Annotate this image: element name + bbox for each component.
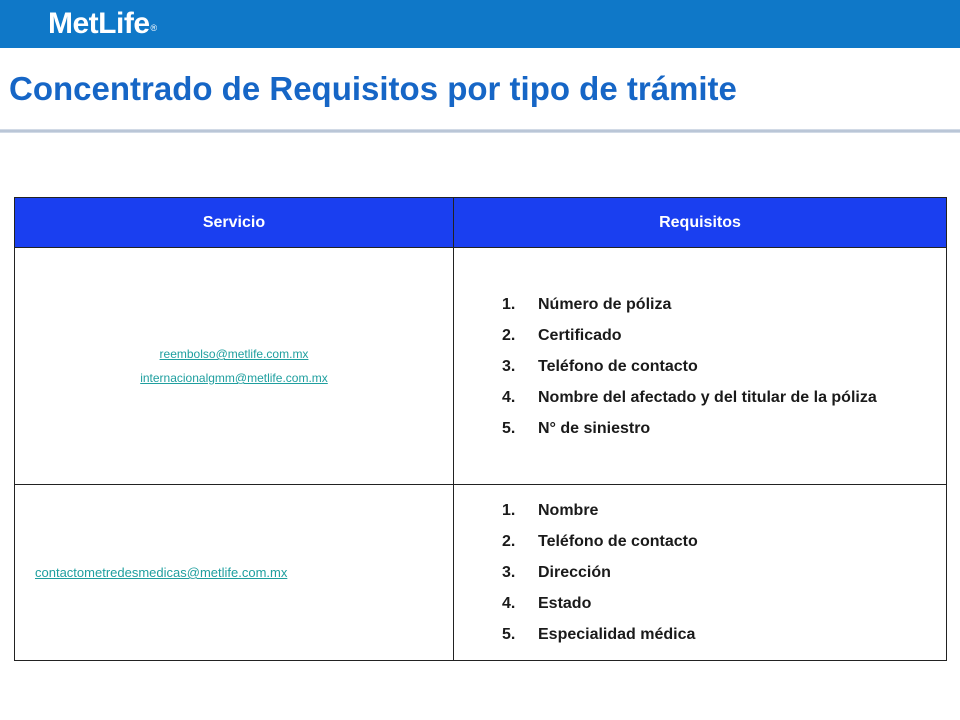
header-requisitos: Requisitos	[454, 198, 947, 248]
page-title: Concentrado de Requisitos por tipo de trámite	[9, 70, 737, 107]
requirements-list	[454, 501, 946, 644]
list-item: 1. Número de póliza	[502, 295, 672, 313]
list-item: 3. Dirección	[502, 564, 611, 581]
service-cell	[15, 248, 454, 485]
requirements-table	[14, 197, 947, 661]
list-item: 2. Certificado	[502, 326, 622, 344]
requirements-cell	[454, 248, 947, 485]
table-header-row	[15, 198, 947, 248]
requirements-list	[454, 295, 946, 438]
metlife-logo: MetLife®	[48, 7, 157, 40]
service-cell	[15, 485, 454, 661]
email-link-redes-medicas[interactable]: contactometredesmedicas@metlife.com.mx	[35, 565, 288, 580]
list-item: 5. N° de siniestro	[502, 419, 651, 437]
list-item: 4. Estado	[502, 595, 592, 612]
list-item: 4. Nombre del afectado y del titular de la póliza	[502, 388, 877, 406]
list-item: 1. Nombre	[502, 502, 599, 519]
email-link-internacional[interactable]: internacionalgmm@metlife.com.mx	[140, 371, 328, 385]
email-link-reembolso[interactable]: reembolso@metlife.com.mx	[159, 347, 309, 361]
table-row	[15, 485, 947, 661]
header-servicio: Servicio	[15, 198, 454, 248]
list-item: 5. Especialidad médica	[502, 626, 696, 643]
list-item: 3. Teléfono de contacto	[502, 357, 698, 375]
requirements-cell	[454, 485, 947, 661]
list-item: 2. Teléfono de contacto	[502, 533, 698, 550]
table-row	[15, 248, 947, 485]
brand-bar	[0, 0, 960, 48]
title-divider	[0, 129, 960, 133]
